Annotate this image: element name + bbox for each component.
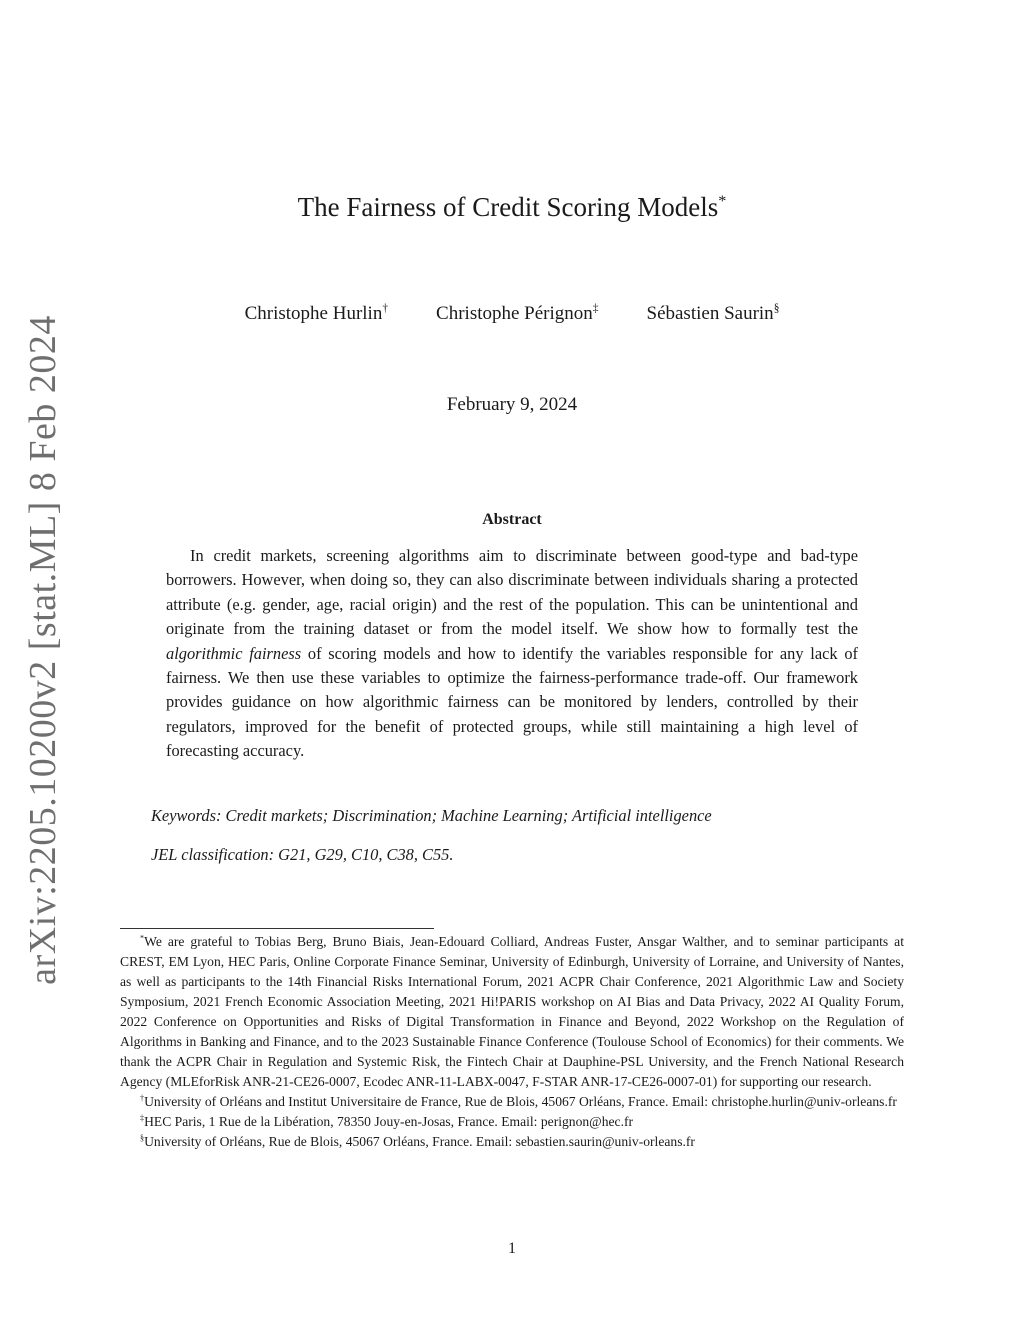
footnote: [120, 1092, 904, 1112]
footnote: [120, 932, 904, 1092]
footnote: [120, 1112, 904, 1132]
footnote-mark: ‡: [140, 1113, 145, 1123]
footnote-text: University of Orléans, Rue de Blois, 45067 Orléans, France. Email: sebastien.saurin@univ-orleans.fr: [144, 1134, 695, 1149]
arxiv-identifier: arXiv:2205.10200v2 [stat.ML] 8 Feb 2024: [22, 315, 64, 985]
author-name: Sébastien Saurin: [646, 303, 774, 324]
jel-classification: JEL classification: G21, G29, C10, C38, C55.: [151, 845, 454, 864]
author-name: Christophe Hurlin: [244, 303, 383, 324]
abstract-text-1: In credit markets, screening algorithms aim to discriminate between good-type and bad-type borrowers. However, when doing so, they can also discriminate between individuals sharing a protected attribute (e.g. gender, age, racial origin) and the rest of the population. This can be unintentional and originate from the training dataset or from the model itself. We show how to formally test the: [166, 546, 858, 639]
author-mark: †: [382, 302, 389, 315]
footnote-text: HEC Paris, 1 Rue de la Libération, 78350 Jouy-en-Josas, France. Email: perignon@hec.fr: [144, 1114, 634, 1129]
keywords: Keywords: Credit markets; Discrimination; Machine Learning; Artificial intelligence: [151, 806, 712, 825]
author: [436, 303, 598, 325]
abstract-heading: Abstract: [482, 511, 542, 528]
footnote-mark: *: [140, 933, 145, 943]
footnote-divider: [120, 928, 434, 929]
title-footnote-mark: *: [718, 192, 727, 210]
footnote-mark: †: [140, 1093, 145, 1103]
abstract-emphasis: algorithmic fairness: [166, 643, 302, 663]
abstract-text-2: of scoring models and how to identify the variables responsible for any lack of fairness. We then use these variables to optimize the fairness-performance trade-off. Our framework provides guidance on how algorithmic fairness can be monitored by lenders, controlled by their regulators, improved for the benefit of protected groups, while still maintaining a high level of forecasting accuracy.: [166, 643, 858, 761]
author-name: Christophe Pérignon: [436, 303, 593, 324]
author: [647, 303, 780, 325]
abstract-body: [166, 544, 858, 764]
author-list: [0, 303, 1024, 325]
paper-title: [0, 192, 1024, 223]
publication-date: February 9, 2024: [446, 394, 578, 415]
author-mark: ‡: [592, 302, 599, 315]
footnotes: [120, 932, 904, 1152]
paper-title-text: The Fairness of Credit Scoring Models: [297, 192, 719, 222]
page-number: 1: [508, 1240, 516, 1257]
author: [245, 303, 388, 325]
author-mark: §: [773, 302, 780, 315]
footnote-text: University of Orléans and Institut Universitaire de France, Rue de Blois, 45067 Orléans, France. Email: christophe.hurlin@univ-orleans.fr: [144, 1094, 897, 1109]
footnote-mark: §: [140, 1133, 145, 1143]
footnote-text: We are grateful to Tobias Berg, Bruno Biais, Jean-Edouard Colliard, Andreas Fuster, Ansgar Walther, and to seminar participants at CREST, EM Lyon, HEC Paris, Online Corporate Finance Seminar, University of Edinburgh, University of Lorraine, and University of Nantes, as well as participants to the 14th Financial Risks International Forum, 2021 ACPR Chair Conference, 2021 Algorithmic Law and Society Symposium, 2021 French Economic Association Meeting, 2021 Hi!PARIS workshop on AI Bias and Data Privacy, 2022 AI Quality Forum, 2022 Conference on Opportunities and Risks of Digital Transformation in Finance and Beyond, 2022 Workshop on the Regulation of Algorithms in Banking and Finance, and to the 2023 Sustainable Finance Conference (Toulouse School of Economics) for their comments. We thank the ACPR Chair in Regulation and Systemic Risk, the Fintech Chair at Dauphine-PSL University, and the French National Research Agency (MLEforRisk ANR-21-CE26-0007, Ecodec ANR-11-LABX-0047, F-STAR ANR-17-CE26-0007-01) for supporting our research.: [120, 934, 904, 1089]
footnote: [120, 1132, 904, 1152]
